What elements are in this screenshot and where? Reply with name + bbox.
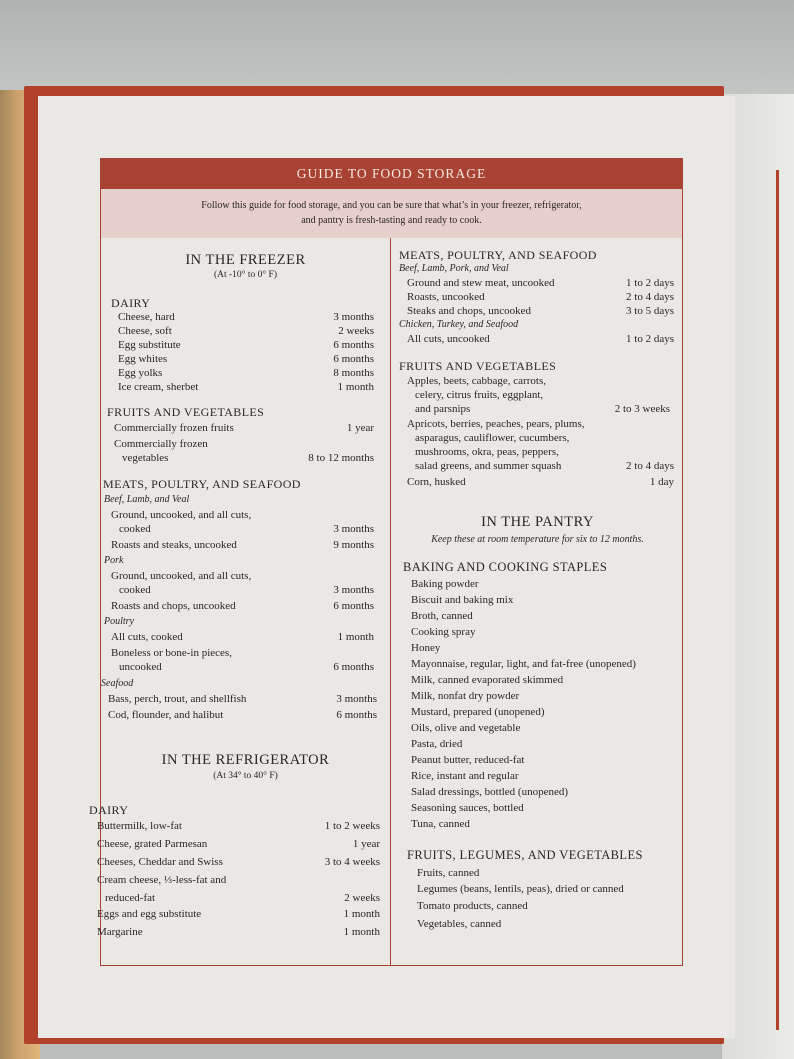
refrigerator-title: IN THE REFRIGERATOR [161, 752, 330, 768]
table-row: All cuts, cooked 1 month [111, 631, 374, 643]
refrigerator-dairy-heading: DAIRY [89, 803, 129, 817]
list-item: Mustard, prepared (unopened) [411, 706, 545, 718]
table-row: Bass, perch, trout, and shellfish 3 months [108, 693, 377, 705]
list-item: Fruits, canned [417, 867, 480, 879]
list-item: Milk, nonfat dry powder [411, 690, 520, 702]
list-item: Milk, canned evaporated skimmed [411, 674, 564, 686]
pantry-title: IN THE PANTRY [481, 514, 594, 530]
guide-title: GUIDE TO FOOD STORAGE [101, 159, 682, 189]
book-page [38, 96, 735, 1038]
list-item: Cooking spray [411, 626, 476, 638]
table-row: Cheeses, Cheddar and Swiss 3 to 4 weeks [97, 856, 380, 868]
table-row: Egg yolks 8 months [118, 367, 374, 379]
list-item: Peanut butter, reduced-fat [411, 754, 525, 766]
table-row: Cream cheese, ⅓-less-fat and reduced-fat 2 weeks [97, 874, 380, 904]
table-row: Commercially frozen fruits 1 year [114, 422, 374, 434]
list-item: Tuna, canned [411, 818, 470, 830]
intro-line: Follow this guide for food storage, and you can be sure that what’s in your freezer, refrigerator, [201, 200, 582, 211]
list-item: Legumes (beans, lentils, peas), dried or canned [417, 883, 624, 895]
table-row: Roasts and chops, uncooked 6 months [111, 600, 374, 612]
table-row: Ground, uncooked, and all cuts, cooked 3 months [111, 509, 374, 535]
list-item: Seasoning sauces, bottled [411, 802, 524, 814]
table-row: Ground, uncooked, and all cuts, cooked 3 months [111, 570, 374, 596]
list-item: Rice, instant and regular [411, 770, 519, 782]
table-row: Egg substitute 6 months [118, 339, 374, 351]
table-row: Roasts and steaks, uncooked 9 months [111, 539, 374, 551]
subcategory-label: Seafood [101, 678, 134, 689]
food-storage-guide [89, 158, 683, 966]
subcategory-label: Pork [104, 555, 124, 566]
table-row: Corn, husked 1 day [407, 476, 674, 488]
table-row: Egg whites 6 months [118, 353, 374, 365]
freezer-fruits-heading: FRUITS AND VEGETABLES [107, 405, 265, 419]
list-item: Vegetables, canned [417, 918, 502, 930]
table-row: Apricots, berries, peaches, pears, plums, asparagus, cauliflower, cucumbers, mushrooms, okra, peas, peppers, salad greens, and summer squash 2 to 4 days [407, 418, 674, 472]
freezer-title: IN THE FREEZER [185, 252, 306, 268]
table-row: Margarine 1 month [97, 926, 380, 938]
table-row: Ice cream, sherbet 1 month [118, 381, 374, 393]
list-item: Oils, olive and vegetable [411, 722, 521, 734]
guide-intro [101, 189, 682, 238]
list-item: Pasta, dried [411, 738, 463, 750]
list-item: Mayonnaise, regular, light, and fat-free (unopened) [411, 658, 636, 670]
column-divider [390, 238, 391, 965]
freezer-temp: (At -10° to 0° F) [213, 270, 277, 280]
intro-line: and pantry is fresh-tasting and ready to cook. [301, 215, 482, 226]
list-item: Biscuit and baking mix [411, 594, 514, 606]
refrigerator-meats-heading: MEATS, POULTRY, AND SEAFOOD [399, 248, 597, 262]
table-row: Eggs and egg substitute 1 month [97, 908, 380, 920]
refrigerator-temp: (At 34° to 40° F) [213, 771, 278, 781]
table-row: Cheese, hard 3 months [118, 311, 374, 323]
pantry-baking-heading: BAKING AND COOKING STAPLES [403, 560, 608, 574]
adjacent-page-edge [776, 170, 779, 1030]
list-item: Salad dressings, bottled (unopened) [411, 786, 569, 798]
table-row: Boneless or bone-in pieces, uncooked 6 months [111, 647, 374, 673]
table-row: Steaks and chops, uncooked 3 to 5 days [407, 305, 674, 317]
table-row: Roasts, uncooked 2 to 4 days [407, 291, 674, 303]
table-row: Cheese, grated Parmesan 1 year [97, 838, 380, 850]
table-row: Cod, flounder, and halibut 6 months [108, 709, 377, 721]
background-wall [0, 0, 794, 100]
table-row: Cheese, soft 2 weeks [118, 325, 374, 337]
list-item: Tomato products, canned [417, 900, 528, 912]
table-row: Commercially frozen vegetables 8 to 12 months [114, 438, 374, 464]
list-item: Honey [411, 642, 441, 654]
table-row: Buttermilk, low-fat 1 to 2 weeks [97, 820, 380, 832]
list-item: Broth, canned [411, 610, 473, 622]
table-row: Ground and stew meat, uncooked 1 to 2 days [407, 277, 674, 289]
pantry-note: Keep these at room temperature for six to 12 months. [431, 534, 644, 545]
pantry-fruits-heading: FRUITS, LEGUMES, AND VEGETABLES [407, 848, 643, 862]
subcategory-label: Poultry [104, 616, 134, 627]
freezer-meats-heading: MEATS, POULTRY, AND SEAFOOD [103, 477, 301, 491]
subcategory-label: Chicken, Turkey, and Seafood [399, 319, 519, 330]
list-item: Baking powder [411, 578, 479, 590]
freezer-dairy-heading: DAIRY [111, 296, 151, 310]
subcategory-label: Beef, Lamb, Pork, and Veal [399, 263, 509, 274]
subcategory-label: Beef, Lamb, and Veal [104, 494, 190, 505]
table-row: All cuts, uncooked 1 to 2 days [407, 333, 674, 345]
refrigerator-fruits-heading: FRUITS AND VEGETABLES [399, 359, 557, 373]
table-row: Apples, beets, cabbage, carrots, celery, citrus fruits, eggplant, and parsnips 2 to 3 weeks [407, 375, 670, 415]
